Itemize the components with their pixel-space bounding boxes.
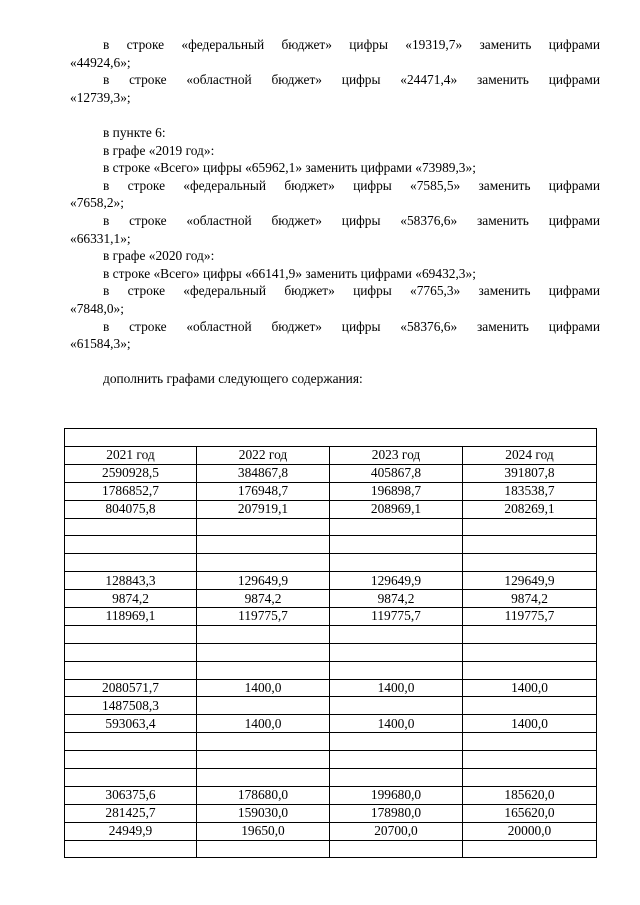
table-cell: 129649,9 [463, 572, 597, 590]
table-cell [330, 769, 463, 787]
table-cell [463, 733, 597, 751]
table-cell [330, 554, 463, 572]
table-cell [330, 643, 463, 661]
table-cell [65, 554, 197, 572]
paragraph-line: в строке «областной бюджет» цифры «58376,6» заменить цифрами [103, 212, 600, 228]
paragraph-gap [70, 106, 600, 124]
table-row [65, 643, 597, 661]
table-cell [463, 661, 597, 679]
table-row [65, 715, 597, 733]
table-cell [65, 536, 197, 554]
paragraph-line: дополнить графами следующего содержания: [103, 371, 363, 387]
table-row [65, 572, 597, 590]
table-title-cell [65, 429, 597, 447]
table-cell [330, 536, 463, 554]
paragraph-gap [70, 353, 600, 371]
table-cell: 1400,0 [463, 715, 597, 733]
table-title-row [65, 429, 597, 447]
table-row [65, 733, 597, 751]
table-row [65, 697, 597, 715]
paragraph-line: «7848,0»; [70, 300, 124, 316]
table-cell: 1400,0 [463, 679, 597, 697]
table-cell [197, 751, 330, 769]
table-cell: 9874,2 [65, 590, 197, 608]
table-cell [463, 769, 597, 787]
table-cell [197, 643, 330, 661]
budget-table-body [65, 429, 597, 858]
paragraph-line: в строке «Всего» цифры «66141,9» заменить цифрами «69432,3»; [103, 265, 476, 281]
table-row [65, 625, 597, 643]
table-row [65, 661, 597, 679]
column-header: 2023 год [330, 447, 463, 465]
table-cell: 129649,9 [330, 572, 463, 590]
paragraph-line: «7658,2»; [70, 195, 124, 211]
table-cell: 196898,7 [330, 482, 463, 500]
table-row [65, 464, 597, 482]
table-row [65, 679, 597, 697]
table-cell: 306375,6 [65, 786, 197, 804]
table-cell [463, 536, 597, 554]
table-cell [197, 733, 330, 751]
table-row [65, 804, 597, 822]
table-cell: 20700,0 [330, 822, 463, 840]
table-cell: 2590928,5 [65, 464, 197, 482]
table-row [65, 751, 597, 769]
table-cell: 20000,0 [463, 822, 597, 840]
table-cell [463, 518, 597, 536]
table-header-row [65, 447, 597, 465]
table-cell [330, 733, 463, 751]
table-cell [330, 625, 463, 643]
table-cell [65, 625, 197, 643]
table-cell [65, 769, 197, 787]
table-cell [330, 840, 463, 858]
table-cell: 1400,0 [197, 715, 330, 733]
table-cell: 24949,9 [65, 822, 197, 840]
table-cell: 2080571,7 [65, 679, 197, 697]
table-cell [197, 554, 330, 572]
table-cell: 208969,1 [330, 500, 463, 518]
table-cell: 199680,0 [330, 786, 463, 804]
paragraph-line: в строке «областной бюджет» цифры «58376,6» заменить цифрами [103, 318, 600, 334]
table-row [65, 554, 597, 572]
table-cell [463, 554, 597, 572]
table-cell: 391807,8 [463, 464, 597, 482]
table-row [65, 500, 597, 518]
table-row [65, 786, 597, 804]
paragraph-line: в строке «федеральный бюджет» цифры «19319,7» заменить цифрами [103, 37, 600, 52]
paragraph-line: в строке «федеральный бюджет» цифры «7765,3» заменить цифрами [103, 283, 600, 299]
column-header: 2021 год [65, 447, 197, 465]
table-cell: 165620,0 [463, 804, 597, 822]
paragraph-line: «44924,6»; [70, 54, 131, 70]
table-cell: 176948,7 [197, 482, 330, 500]
table-cell [330, 697, 463, 715]
table-cell [330, 661, 463, 679]
table-cell: 19650,0 [197, 822, 330, 840]
table-cell: 185620,0 [463, 786, 597, 804]
paragraph-line: в графе «2020 год»: [103, 248, 215, 264]
table-cell: 129649,9 [197, 572, 330, 590]
table-cell: 128843,3 [65, 572, 197, 590]
table-cell: 405867,8 [330, 464, 463, 482]
table-cell [330, 518, 463, 536]
table-cell: 1786852,7 [65, 482, 197, 500]
table-cell [463, 625, 597, 643]
table-cell [463, 840, 597, 858]
table-cell [65, 661, 197, 679]
table-row [65, 769, 597, 787]
table-cell: 593063,4 [65, 715, 197, 733]
paragraph-line: в графе «2019 год»: [103, 142, 215, 158]
paragraph-line: в строке «областной бюджет» цифры «24471,4» заменить цифрами [103, 72, 600, 88]
table-cell: 804075,8 [65, 500, 197, 518]
table-cell: 1400,0 [197, 679, 330, 697]
table-cell [197, 840, 330, 858]
table-cell: 208269,1 [463, 500, 597, 518]
table-cell [463, 697, 597, 715]
table-cell: 9874,2 [330, 590, 463, 608]
table-cell [197, 661, 330, 679]
paragraph-line: в пункте 6: [103, 124, 166, 140]
table-cell [197, 518, 330, 536]
paragraph-line: в строке «Всего» цифры «65962,1» заменить цифрами «73989,3»; [103, 160, 476, 176]
table-cell [65, 751, 197, 769]
table-cell [197, 625, 330, 643]
table-row [65, 518, 597, 536]
table-cell: 119775,7 [330, 608, 463, 626]
table-cell [330, 751, 463, 769]
table-cell: 119775,7 [463, 608, 597, 626]
table-cell [463, 643, 597, 661]
table-cell: 9874,2 [197, 590, 330, 608]
table-cell: 9874,2 [463, 590, 597, 608]
paragraph-line: «61584,3»; [70, 336, 131, 352]
table-cell [65, 733, 197, 751]
table-cell [463, 751, 597, 769]
table-cell: 384867,8 [197, 464, 330, 482]
paragraph-line: «66331,1»; [70, 230, 131, 246]
table-row [65, 608, 597, 626]
table-cell: 178680,0 [197, 786, 330, 804]
paragraph-line: в строке «федеральный бюджет» цифры «7585,5» заменить цифрами [103, 177, 600, 193]
table-cell: 118969,1 [65, 608, 197, 626]
table-cell [65, 643, 197, 661]
table-cell: 119775,7 [197, 608, 330, 626]
table-cell: 159030,0 [197, 804, 330, 822]
paragraph-line: «12739,3»; [70, 89, 131, 105]
budget-table [64, 428, 597, 858]
table-cell: 178980,0 [330, 804, 463, 822]
table-cell: 281425,7 [65, 804, 197, 822]
table-row [65, 822, 597, 840]
table-row [65, 482, 597, 500]
table-cell [197, 769, 330, 787]
table-cell [197, 536, 330, 554]
table-cell: 1400,0 [330, 679, 463, 697]
column-header: 2022 год [197, 447, 330, 465]
table-cell: 207919,1 [197, 500, 330, 518]
table-cell: 183538,7 [463, 482, 597, 500]
table-row [65, 840, 597, 858]
amendment-text [70, 36, 600, 388]
column-header: 2024 год [463, 447, 597, 465]
table-row [65, 536, 597, 554]
table-cell [65, 840, 197, 858]
table-cell [65, 518, 197, 536]
table-cell: 1487508,3 [65, 697, 197, 715]
table-row [65, 590, 597, 608]
table-cell [197, 697, 330, 715]
table-cell: 1400,0 [330, 715, 463, 733]
